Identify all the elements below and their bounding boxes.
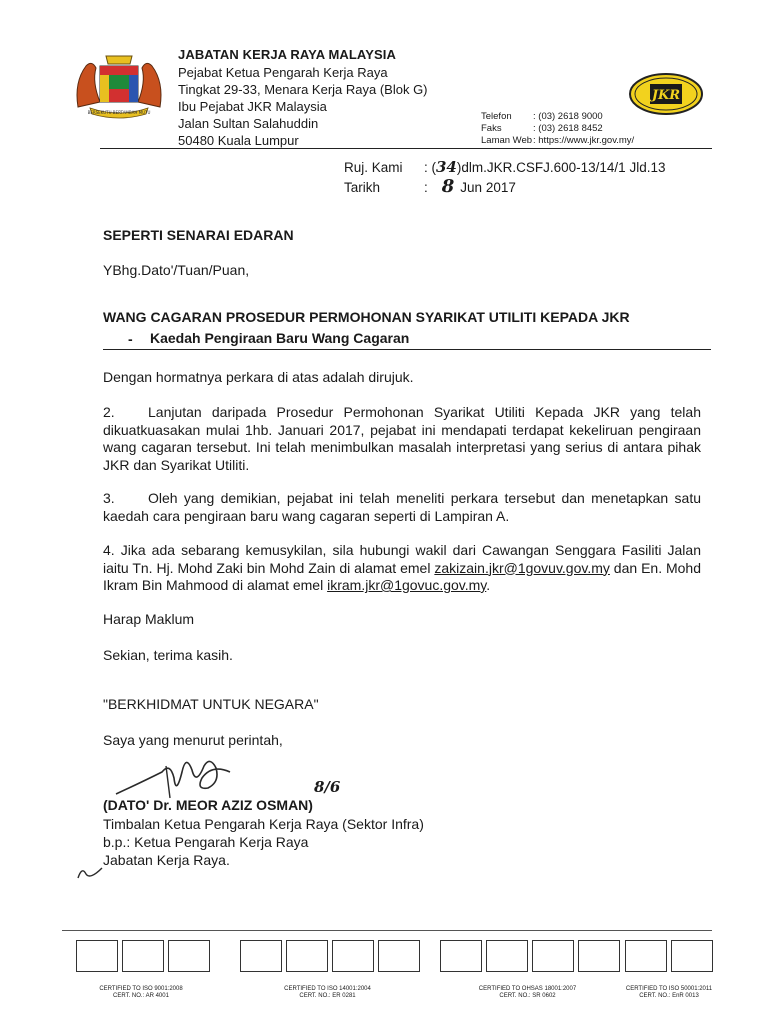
contact-value: : (03) 2618 9000: [533, 111, 603, 122]
subject-title: WANG CAGARAN PROSEDUR PERMOHONAN SYARIKAT UTILITI KEPADA JKR: [103, 309, 630, 325]
crest-motto: BERSEKUTU BERTAMBAH MUTU: [87, 110, 151, 115]
ukas-badge-icon: [378, 940, 420, 972]
tarikh-sep: :: [424, 180, 428, 195]
letterhead-divider: [100, 148, 712, 149]
environmental-badge-icon: [332, 940, 374, 972]
footer-divider: [62, 930, 712, 931]
paragraph-4: [103, 542, 701, 595]
address-line: Tingkat 29-33, Menara Kerja Raya (Blok G): [178, 82, 428, 97]
ukas-badge-icon: [168, 940, 210, 972]
paragraph-number: 2.: [103, 404, 115, 420]
ruj-value: )dlm.JKR.CSFJ.600-13/14/1 Jld.13: [456, 160, 666, 175]
saya-menurut-perintah: Saya yang menurut perintah,: [103, 732, 283, 748]
opening-paragraph: Dengan hormatnya perkara di atas adalah dirujuk.: [103, 369, 414, 385]
cert-group-ohsas: [440, 940, 624, 1000]
cert-group-iso14001: [240, 940, 424, 1000]
address-line: 50480 Kuala Lumpur: [178, 133, 299, 148]
cert-label: CERTIFIED TO ISO 9001:2008: [99, 986, 183, 992]
reference-tarikh: [344, 176, 516, 197]
salutation: YBhg.Dato'/Tuan/Puan,: [103, 262, 250, 278]
signatory-title: Timbalan Ketua Pengarah Kerja Raya (Sektor Infra): [103, 816, 424, 832]
subject-underline: [103, 349, 711, 350]
paragraph-text: 4. Jika ada sebarang kemusykilan, sila hubungi wakil dari Cawangan Senggara Fasiliti Jalan iaitu Tn. Hj. Mohd Zaki bin Mohd Zain di alamat emel: [103, 542, 701, 576]
contact-phone: [481, 111, 603, 124]
signatory-title: Jabatan Kerja Raya.: [103, 852, 230, 868]
contact-value: : https://www.jkr.gov.my/: [533, 135, 635, 146]
cert-number: CERT. NO.: AR 4001: [113, 993, 169, 999]
ruj-label: Ruj. Kami: [344, 160, 403, 175]
enms-badge-icon: [625, 940, 667, 972]
standards-malaysia-icon: [286, 940, 328, 972]
standards-malaysia-icon: [486, 940, 528, 972]
environmental-badge-icon: [240, 940, 282, 972]
signature-date-handwritten: 8/6: [314, 778, 341, 796]
ohsas-badge-icon: [532, 940, 574, 972]
ruj-sep: : (: [424, 160, 436, 175]
jkr-logo: [628, 72, 704, 116]
address-line: Ibu Pejabat JKR Malaysia: [178, 99, 327, 114]
paragraph-2: [103, 404, 701, 474]
cert-number: CERT. NO.: EnR 0013: [639, 993, 699, 999]
motto: "BERKHIDMAT UNTUK NEGARA": [103, 696, 319, 712]
paragraph-text: Lanjutan daripada Prosedur Permohonan Syarikat Utiliti Kepada JKR yang telah dikuatkuasakan mulai 1hb. Januari 2017, pejabat ini mendapati terdapat kekeliruan pengiraan wang cagaran tersebut. Ini telah menimbulkan masalah interpretasi yang serius di antara pihak JKR dan Syarikat Utiliti.: [103, 404, 701, 473]
address-line: Jalan Sultan Salahuddin: [178, 116, 319, 131]
closing-thanks: Sekian, terima kasih.: [103, 647, 233, 663]
paragraph-3: [103, 490, 701, 525]
contact-label: Laman Web: [481, 135, 533, 146]
org-name: JABATAN KERJA RAYA MALAYSIA: [178, 47, 396, 62]
tarikh-handwritten-day: 8: [441, 176, 455, 197]
cert-group-iso50001: [625, 940, 717, 1000]
signatory-title: b.p.: Ketua Pengarah Kerja Raya: [103, 834, 309, 850]
cert-group-iso9001: [76, 940, 214, 1000]
ruj-handwritten-number: 34: [436, 158, 457, 176]
paragraph-text: dan En. Mohd Ikram Bin Mahmood di alamat emel: [103, 559, 702, 593]
dsm-badge-icon: [578, 940, 620, 972]
reference-ruj: [344, 158, 665, 176]
contact-fax: [481, 123, 603, 136]
email-link-ikram[interactable]: ikram.jkr@1govuc.gov.my: [327, 577, 487, 593]
cert-label: CERTIFIED TO OHSAS 18001:2007: [478, 986, 577, 992]
harap-maklum: Harap Maklum: [103, 611, 195, 627]
quality-system-badge-icon: [76, 940, 118, 972]
recipient: SEPERTI SENARAI EDARAN: [103, 227, 294, 243]
jkr-logo-text: JKR: [651, 88, 681, 103]
address-line: Pejabat Ketua Pengarah Kerja Raya: [178, 65, 388, 80]
email-link-zakizain[interactable]: zakizain.jkr@1govuv.gov.my: [434, 559, 610, 576]
handwritten-mark: [76, 860, 106, 882]
subject-dash: -: [128, 331, 133, 347]
cert-number: CERT. NO.: ER 0281: [299, 993, 356, 999]
standards-malaysia-icon: [122, 940, 164, 972]
paragraph-text: Oleh yang demikian, pejabat ini telah meneliti perkara tersebut dan menetapkan satu kaedah cara pengiraan baru wang cagaran seperti di Lampiran A.: [103, 490, 701, 524]
ohsas-badge-icon: [440, 940, 482, 972]
contact-label: Telefon: [481, 111, 512, 122]
contact-website: [481, 135, 634, 148]
cert-number: CERT. NO.: SR 0602: [499, 993, 556, 999]
malaysia-crest-logo: [70, 52, 168, 122]
paragraph-number: 3.: [103, 490, 115, 506]
tarikh-label: Tarikh: [344, 180, 381, 195]
subject-subtitle: Kaedah Pengiraan Baru Wang Cagaran: [150, 330, 410, 346]
tarikh-value: Jun 2017: [460, 180, 516, 195]
contact-value: : (03) 2618 8452: [533, 123, 603, 134]
cert-label: CERTIFIED TO ISO 50001:2011: [625, 986, 713, 992]
contact-label: Faks: [481, 123, 502, 134]
cert-label: CERTIFIED TO ISO 14001:2004: [284, 986, 371, 992]
standards-malaysia-icon: [671, 940, 713, 972]
signatory-name: (DATO' Dr. MEOR AZIZ OSMAN): [103, 797, 313, 813]
paragraph-text: .: [486, 577, 491, 593]
